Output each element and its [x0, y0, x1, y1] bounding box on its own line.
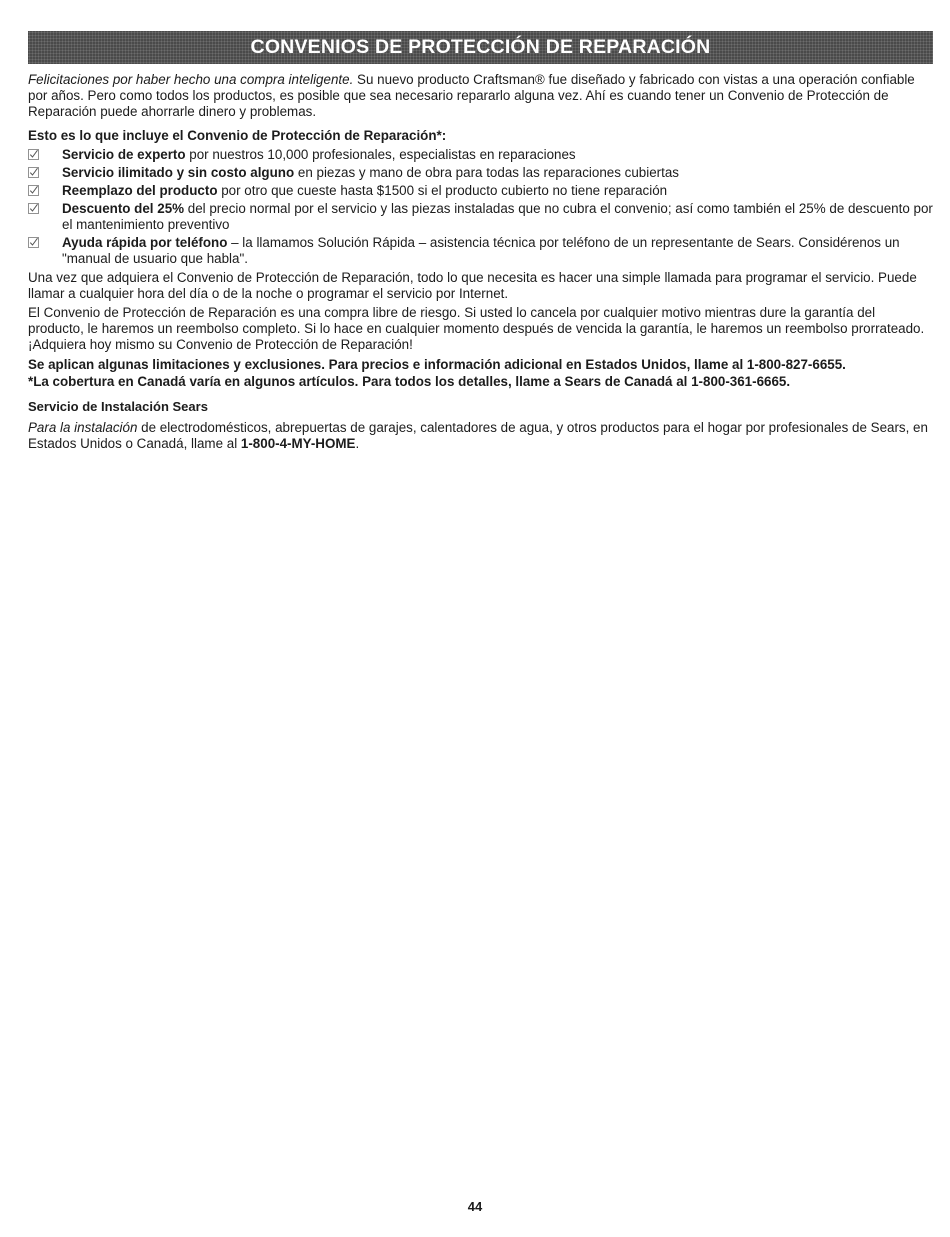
page-number: 44	[467, 1199, 483, 1214]
installation-text: de electrodomésticos, abrepuertas de garajes, calentadores de agua, y otros productos para el hogar por profesionales de Sears, en Estados Unidos o Canadá, llame al	[28, 420, 928, 451]
benefit-detail: en piezas y mano de obra para todas las reparaciones cubiertas	[294, 165, 679, 180]
limitations-notice: Se aplican algunas limitaciones y exclusiones. Para precios e información adicional en Estados Unidos, llame al 1-800-827-6655.	[28, 357, 846, 372]
benefit-bold: Servicio de experto	[62, 147, 186, 162]
checkbox-checked-icon	[28, 237, 42, 248]
installation-paragraph	[28, 420, 933, 452]
benefit-text	[62, 165, 679, 181]
benefit-text	[62, 147, 576, 163]
benefit-bold: Ayuda rápida por teléfono	[62, 235, 228, 250]
benefit-item	[28, 147, 933, 163]
banner-title: CONVENIOS DE PROTECCIÓN DE REPARACIÓN	[250, 36, 711, 58]
benefit-detail: del precio normal por el servicio y las piezas instaladas que no cubra el convenio; así como también el 25% de descuento por el mantenimiento preventivo	[62, 201, 933, 232]
benefit-item	[28, 165, 933, 181]
benefit-item	[28, 183, 933, 199]
checkbox-checked-icon	[28, 203, 42, 214]
section-banner	[28, 31, 933, 64]
installation-phone: 1-800-4-MY-HOME	[240, 436, 356, 451]
intro-paragraph	[28, 72, 933, 120]
checkbox-checked-icon	[28, 185, 42, 196]
benefit-bold: Servicio ilimitado y sin costo alguno	[62, 165, 295, 180]
benefits-list	[28, 147, 933, 267]
benefit-bold: Descuento del 25%	[62, 201, 185, 216]
benefit-text	[62, 201, 933, 233]
document-page	[28, 31, 933, 452]
intro-italic: Felicitaciones por haber hecho una compra inteligente.	[28, 72, 354, 87]
installation-end: .	[355, 436, 360, 451]
benefit-item	[28, 235, 933, 267]
canada-coverage-notice: *La cobertura en Canadá varía en algunos artículos. Para todos los detalles, llame a Sears de Canadá al 1-800-361-6665.	[28, 374, 791, 389]
benefit-text	[62, 235, 933, 267]
includes-heading: Esto es lo que incluye el Convenio de Protección de Reparación*:	[28, 128, 447, 143]
benefit-text	[62, 183, 667, 199]
risk-free-paragraph: El Convenio de Protección de Reparación es una compra libre de riesgo. Si usted lo cancela por cualquier motivo mientras dure la garantía del producto, le haremos un reembolso completo. Si lo hace en cualquier momento después de vencida la garantía, le haremos un reembolso prorrateado. ¡Adquiera hoy mismo su Convenio de Protección de Reparación!	[28, 305, 925, 352]
benefit-detail: por nuestros 10,000 profesionales, especialistas en reparaciones	[185, 147, 576, 162]
intro-text: Su nuevo producto Craftsman® fue diseñado y fabricado con vistas a una operación confiable por años. Pero como todos los productos, es posible que sea necesario repararlo alguna vez. Ahí es cuando tener un Convenio de Protección de Reparación puede ahorrarle dinero y problemas.	[28, 72, 915, 119]
benefit-bold: Reemplazo del producto	[62, 183, 218, 198]
installation-heading: Servicio de Instalación Sears	[28, 399, 208, 414]
checkbox-checked-icon	[28, 167, 42, 178]
benefit-item	[28, 201, 933, 233]
installation-italic: Para la instalación	[28, 420, 138, 435]
call-paragraph: Una vez que adquiera el Convenio de Protección de Reparación, todo lo que necesita es hacer una simple llamada para programar el servicio. Puede llamar a cualquier hora del día o de la noche o programar el servicio por Internet.	[28, 270, 917, 301]
benefit-detail: – la llamamos Solución Rápida – asistencia técnica por teléfono de un representante de Sears. Considérenos un "manual de usuario que habla".	[62, 235, 900, 266]
checkbox-checked-icon	[28, 149, 42, 160]
benefit-detail: por otro que cueste hasta $1500 si el producto cubierto no tiene reparación	[217, 183, 668, 198]
